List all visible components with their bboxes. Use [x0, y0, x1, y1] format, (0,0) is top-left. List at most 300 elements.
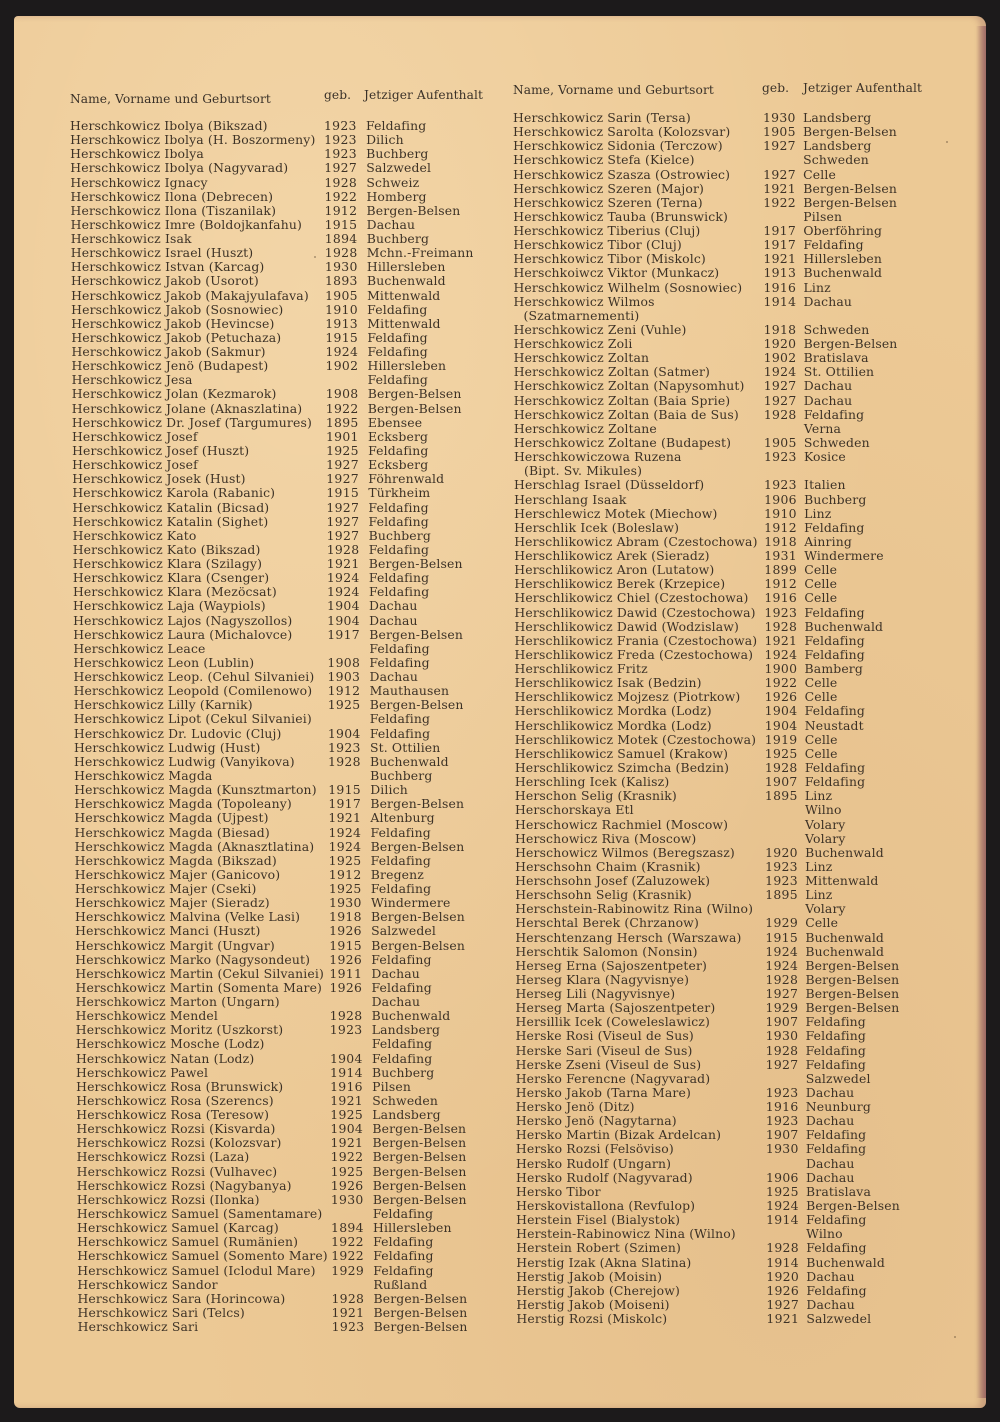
birth-year: 1913: [325, 315, 358, 331]
current-residence: Bergen-Belsen: [373, 1319, 468, 1335]
person-name: Herschkowicz Mosche (Lodz): [75, 1036, 265, 1052]
birth-year: 1927: [765, 986, 799, 1002]
birth-year: 1917: [763, 223, 797, 239]
current-residence: Linz: [805, 858, 833, 874]
person-name: Herschkowicz Isak: [70, 231, 192, 247]
current-residence: Celle: [804, 675, 838, 691]
person-name: Herschkowicz Josef (Huszt): [72, 442, 250, 458]
current-residence: Volary: [805, 901, 846, 917]
current-residence: Landsberg: [803, 110, 872, 125]
birth-year: 1928: [763, 406, 797, 422]
person-name: Herschlik Icek (Boleslaw): [514, 519, 680, 535]
current-residence: Bergen-Belsen: [372, 1149, 467, 1165]
person-name: Hersko Jenö (Nagytarna): [515, 1113, 677, 1129]
birth-year: 1899: [764, 562, 797, 578]
current-residence: Feldafing: [368, 584, 430, 600]
person-name: Herschkowicz Martin (Somenta Mare): [75, 979, 323, 995]
birth-year: 1925: [764, 745, 798, 761]
birth-year: 1904: [329, 1050, 363, 1066]
person-name: Herschkowicz Rozsi (Ilonka): [76, 1191, 260, 1207]
document-page: [14, 16, 986, 1408]
birth-year: 1921: [764, 632, 798, 648]
person-name: Herschkowicz Jakob (Sosnowiec): [71, 301, 284, 317]
person-name: Herschtik Salomon (Nonsin): [515, 943, 698, 959]
birth-year: 1917: [327, 626, 360, 642]
current-residence: Schweden: [372, 1092, 438, 1108]
birth-year: 1907: [764, 774, 798, 790]
person-name: Hersko Jenö (Ditz): [515, 1099, 635, 1115]
current-residence: Bergen-Belsen: [803, 180, 898, 196]
birth-year: 1929: [765, 915, 798, 931]
birth-year: 1930: [328, 895, 362, 911]
person-name: Herschkowicz Zoltan (Baia de Sus): [513, 406, 739, 422]
current-residence: Schweden: [803, 152, 869, 168]
person-name: Herseg Marta (Sajoszentpeter): [515, 1000, 716, 1016]
current-residence: Feldafing: [367, 372, 428, 388]
person-name: Herskovistallona (Revfulop): [516, 1198, 696, 1213]
birth-year: 1921: [763, 180, 796, 196]
current-residence: Feldafing: [371, 1036, 433, 1052]
current-residence: Pilsen: [803, 208, 843, 224]
person-name: Herseg Lili (Nagyvisnye): [515, 986, 676, 1002]
person-name: Herschkowicz Ludwig (Vanyikova): [74, 753, 295, 769]
birth-year: 1922: [331, 1248, 364, 1264]
person-name: Herschorskaya Etl: [514, 802, 634, 818]
birth-year: 1927: [766, 1296, 800, 1312]
current-residence: Landsberg: [803, 138, 872, 154]
birth-year: 1923: [324, 132, 357, 148]
birth-year: 1927: [326, 471, 359, 487]
person-name: Herschlikowicz Fritz: [514, 661, 648, 677]
person-name: Herschtal Berek (Chrzanow): [515, 915, 699, 931]
birth-year: 1915: [765, 929, 799, 945]
current-residence: Feldafing: [373, 1248, 434, 1264]
person-name: Herschlikowicz Abram (Czestochowa): [514, 533, 758, 549]
current-residence: Buchenwald: [366, 273, 446, 289]
person-name: Herschkowicz Ilona (Debrecen): [70, 188, 274, 204]
person-name: Herschkowicz Sarolta (Kolozsvar): [513, 124, 731, 140]
person-name: Herschkowicz Ignacy: [70, 174, 208, 190]
person-name: Herschlikowicz Frania (Czestochowa): [514, 632, 758, 648]
current-residence: Bergen-Belsen: [368, 556, 463, 572]
current-residence: Dachau: [366, 216, 416, 232]
current-residence: Buchenwald: [803, 265, 883, 281]
person-name: Herstein Fisel (Bialystok): [516, 1212, 681, 1228]
person-name: Herschkowicz Malvina (Velke Lasi): [75, 909, 301, 925]
right-header-place: Jetziger Aufenthalt: [803, 81, 922, 95]
current-residence: Dachau: [806, 1296, 855, 1312]
current-residence: Celle: [804, 576, 838, 592]
current-residence: Feldafing: [367, 301, 428, 317]
current-residence: Dachau: [369, 669, 419, 685]
person-name: Herschkowicz Josef: [72, 457, 198, 473]
birth-year: 1895: [764, 788, 798, 804]
current-residence: Linz: [803, 279, 831, 295]
current-residence: St. Ottilien: [369, 739, 441, 755]
person-name: Herschkowicz Szasza (Ostrowiec): [513, 166, 731, 182]
birth-year: 1923: [324, 146, 357, 162]
person-name: Hersko Jakob (Tarna Mare): [515, 1084, 691, 1100]
birth-year: 1927: [326, 513, 360, 529]
current-residence: Feldafing: [371, 1050, 433, 1066]
birth-year: 1918: [329, 909, 362, 925]
birth-year: 1921: [328, 810, 362, 826]
person-name: Herschlikowicz Freda (Czestochowa): [514, 646, 754, 662]
person-name: Herschkowicz Magda (Biesad): [74, 824, 270, 840]
current-residence: Bergen-Belsen: [372, 1163, 467, 1179]
birth-year: 1910: [325, 301, 358, 317]
current-residence: Bergen-Belsen: [803, 194, 898, 210]
person-name: Herstig Jakob (Cherejow): [516, 1282, 680, 1298]
birth-year: 1927: [763, 392, 797, 408]
person-name: Herschkowicz Jesa: [71, 372, 193, 388]
current-residence: Feldafing: [369, 725, 431, 741]
current-residence: Ebensee: [367, 414, 423, 430]
birth-year: 1895: [325, 414, 359, 430]
current-residence: Feldafing: [806, 1240, 867, 1256]
birth-year: 1926: [329, 951, 363, 967]
person-name: Herschkowicz Katalin (Sighet): [72, 513, 269, 529]
person-name: Herschtenzang Hersch (Warszawa): [515, 929, 742, 945]
person-name: Herschkowicz Istvan (Karcag): [70, 259, 265, 275]
person-name: Herschkowicz Rozsi (Kisvarda): [76, 1121, 276, 1137]
birth-year: 1915: [328, 782, 361, 798]
current-residence: Bergen-Belsen: [369, 626, 464, 642]
birth-year: 1927: [763, 378, 797, 394]
current-residence: Feldafing: [804, 774, 866, 790]
current-residence: Bergen-Belsen: [805, 986, 900, 1002]
person-name: Herschkowicz Rosa (Szerencs): [76, 1092, 274, 1108]
birth-year: 1928: [764, 759, 798, 775]
current-residence: St. Ottilien: [803, 364, 875, 380]
person-name: Herschkowicz Samuel (Iclodul Mare): [77, 1262, 316, 1278]
person-name: Herschkowicz Szeren (Terna): [513, 194, 703, 210]
current-residence: Bergen-Belsen: [370, 796, 465, 812]
person-name: Herschkowicz Tiberius (Cluj): [513, 223, 701, 239]
left-header-name: Name, Vorname und Geburtsort: [70, 92, 271, 106]
person-name: Herschkowicz Moritz (Uszkorst): [75, 1022, 284, 1038]
person-name: Herschkowicz Zoltan (Satmer): [513, 364, 711, 380]
person-name: Herschkowicz Sara (Horincowa): [77, 1290, 286, 1306]
current-residence: Dachau: [803, 378, 853, 394]
person-name: Herschkowicz Stefa (Kielce): [513, 152, 695, 168]
current-residence: Neunburg: [805, 1099, 871, 1115]
person-name: Herschlewicz Motek (Miechow): [514, 505, 718, 521]
person-name: Herschkowicz Mendel: [75, 1008, 219, 1024]
current-residence: Bergen-Belsen: [806, 1198, 900, 1213]
birth-year: 1930: [324, 259, 358, 275]
birth-year: 1930: [765, 1028, 799, 1044]
person-name: Herschkowicz Jakob (Hevincse): [71, 315, 275, 331]
current-residence: Mchn.-Freimann: [366, 245, 474, 261]
birth-year: 1928: [331, 1290, 365, 1306]
birth-year: 1902: [763, 350, 797, 366]
current-residence: Feldafing: [366, 118, 427, 133]
person-name: Herschkowicz Leace: [73, 640, 206, 656]
birth-year: 1921: [330, 1135, 364, 1151]
current-residence: Feldafing: [368, 442, 429, 458]
person-name: Herschkowicz Klara (Csenger): [72, 570, 270, 586]
person-name: Herschkowicz Magda (Aknasztlatina): [74, 838, 315, 854]
birth-year: 1924: [325, 344, 359, 360]
person-name: Herschkowicz Rozsi (Laza): [76, 1149, 250, 1165]
birth-year: 1922: [324, 188, 358, 204]
current-residence: Bratislava: [803, 350, 869, 366]
current-residence: Rußland: [373, 1276, 428, 1292]
current-residence: Feldafing: [367, 344, 428, 360]
person-name: Herschkowicz Manci (Huszt): [75, 923, 261, 939]
page-edge: [976, 26, 986, 1398]
person-name: Herschkowicz Ludwig (Hust): [73, 739, 261, 755]
current-residence: Mittenwald: [367, 287, 441, 303]
person-name: Herschkowicz Jakob (Petuchaza): [71, 329, 282, 345]
birth-year: 1924: [764, 646, 798, 662]
person-name: Herschkowicz Zoltan: [513, 350, 650, 366]
current-residence: Bergen-Belsen: [367, 400, 462, 416]
person-name: Herschkowicz Sarin (Tersa): [513, 110, 691, 125]
birth-year: 1894: [324, 231, 358, 247]
birth-year: 1904: [327, 725, 361, 741]
person-name: Herschlikowicz Dawid (Czestochowa): [514, 604, 756, 620]
current-residence: Bergen-Belsen: [373, 1304, 468, 1320]
current-residence: Buchenwald: [805, 943, 885, 959]
birth-year: 1906: [764, 491, 797, 507]
current-residence: Dachau: [369, 598, 418, 614]
current-residence: Feldafing: [805, 1056, 867, 1072]
person-name: Herschlikowicz Mordka (Lodz): [514, 717, 712, 733]
current-residence: Dachau: [803, 293, 853, 309]
person-name: Herschsohn Selig (Krasnik): [515, 887, 692, 903]
person-name: Herschkowicz Samuel (Rumänien): [77, 1234, 299, 1250]
birth-year: 1930: [763, 110, 796, 125]
person-name: Herschkowicz Wilmos: [513, 293, 655, 309]
current-residence: Feldafing: [806, 1282, 867, 1298]
birth-year: 1922: [325, 400, 359, 416]
current-residence: Türkheim: [368, 485, 431, 501]
birth-year: 1928: [328, 753, 361, 769]
person-name: Herschlikowicz Dawid (Wodzislaw): [514, 618, 739, 634]
person-name: Herschsohn Chaim (Krasnik): [515, 858, 701, 874]
birth-year: 1924: [326, 570, 360, 586]
person-name: Herschkowicz Ibolya (Nagyvarad): [70, 160, 289, 176]
birth-year: 1924: [766, 1198, 799, 1213]
birth-year: 1916: [765, 1099, 799, 1115]
current-residence: Feldafing: [372, 1206, 434, 1221]
birth-year: 1915: [324, 216, 358, 232]
birth-year: 1916: [763, 279, 797, 295]
current-residence: Hillersleben: [366, 259, 446, 275]
person-name: Herschkowicz Lilly (Karnik): [73, 697, 253, 713]
birth-year: 1927: [324, 160, 357, 176]
current-residence: Bergen-Belsen: [373, 1290, 468, 1306]
birth-year: 1925: [328, 852, 362, 868]
current-residence: Buchenwald: [371, 1008, 451, 1024]
current-residence: Bergen-Belsen: [371, 937, 466, 953]
current-residence: Feldafing: [805, 1042, 866, 1058]
birth-year: 1929: [331, 1262, 365, 1278]
current-residence: Bergen-Belsen: [366, 202, 461, 218]
birth-year: 1924: [326, 584, 360, 600]
birth-year: 1925: [328, 881, 362, 897]
birth-year: 1925: [326, 442, 359, 458]
current-residence: Buchberg: [366, 231, 430, 247]
person-name: Herschkowicz Ibolya (H. Boszormeny): [70, 132, 316, 148]
birth-year: 1921: [326, 556, 360, 572]
current-residence: Feldafing: [805, 1141, 867, 1157]
birth-year: 1930: [765, 1141, 799, 1157]
person-name: Herschkowicz Sari: [77, 1319, 199, 1335]
birth-year: 1912: [324, 202, 358, 218]
person-name: Herschkowiczowa Ruzena: [513, 449, 682, 465]
current-residence: Feldafing: [371, 979, 432, 995]
birth-year: 1921: [330, 1092, 363, 1108]
current-residence: Dachau: [806, 1169, 855, 1185]
current-residence: Bergen-Belsen: [367, 386, 462, 402]
birth-year: 1926: [330, 1177, 364, 1193]
person-name: Herschkowicz Zoltan (Napysomhut): [513, 378, 745, 394]
person-name: Hersko Tibor: [516, 1183, 601, 1199]
birth-year: 1904: [764, 703, 798, 719]
person-name: Herschon Selig (Krasnik): [514, 788, 677, 804]
birth-year: 1928: [324, 174, 358, 190]
paper-fleck: [954, 1336, 956, 1338]
person-name: Herschlikowicz Motek (Czestochowa): [514, 731, 757, 747]
person-name: Herschkowicz Rosa (Teresow): [76, 1107, 270, 1123]
current-residence: Feldafing: [370, 824, 431, 840]
current-residence: Ecksberg: [367, 428, 429, 444]
birth-year: 1928: [324, 245, 358, 261]
person-name: Herschkowicz Szeren (Major): [513, 180, 705, 196]
birth-year: 1923: [329, 1022, 363, 1038]
person-name: Herske Zseni (Viseul de Sus): [515, 1056, 702, 1072]
birth-year: 1912: [764, 519, 797, 535]
current-residence: Landsberg: [372, 1107, 441, 1123]
birth-year: 1910: [764, 505, 797, 521]
birth-year: 1920: [766, 1268, 799, 1284]
person-name: Herschkowicz Imre (Boldojkanfahu): [70, 216, 302, 232]
person-name: Herschkowicz Katalin (Bicsad): [72, 499, 270, 515]
person-name: Herschlikowicz Samuel (Krakow): [514, 745, 729, 761]
current-residence: Feldafing: [805, 1127, 867, 1143]
person-name: Herseg Erna (Sajoszentpeter): [515, 957, 708, 973]
birth-year: 1928: [764, 618, 798, 634]
birth-year: 1912: [327, 683, 361, 699]
person-name: Herschkowicz Lipot (Cekul Silvaniei): [73, 711, 312, 727]
birth-year: 1914: [766, 1254, 799, 1270]
right-header-year: geb.: [762, 81, 790, 95]
current-residence: Homberg: [366, 188, 427, 204]
person-name: Herschlikowicz Mordka (Lodz): [514, 703, 712, 719]
birth-year: 1923: [765, 858, 798, 874]
current-residence: Feldafing: [370, 852, 432, 868]
person-name: Hersko Martin (Bizak Ardelcan): [515, 1127, 722, 1143]
person-name: Herschkowicz Pawel: [76, 1064, 209, 1080]
birth-year: 1925: [327, 697, 361, 713]
person-name: Herschkowicz Margit (Ungvar): [75, 937, 275, 953]
current-residence: Dilich: [370, 782, 408, 798]
person-name: Herschkowicz Jakob (Sakmur): [71, 344, 266, 360]
person-name: Herschkowicz Jenö (Budapest): [71, 358, 269, 374]
current-residence: Bergen-Belsen: [372, 1177, 467, 1193]
current-residence: Buchberg: [368, 527, 431, 543]
current-residence: Schweiz: [366, 174, 420, 190]
current-residence: Dachau: [805, 1155, 855, 1171]
current-residence: Bergen-Belsen: [805, 957, 900, 973]
person-name: Herschlang Isaak: [514, 491, 627, 507]
birth-year: 1904: [327, 612, 360, 628]
birth-year: 1922: [764, 675, 798, 691]
person-name: Herschkowicz Majer (Sieradz): [74, 895, 270, 911]
birth-year: 1920: [763, 336, 797, 352]
person-name: Herschkowicz Josef: [71, 428, 198, 444]
person-name: Herschkowicz Zoltane (Budapest): [513, 434, 732, 450]
birth-year: 1926: [329, 979, 363, 995]
current-residence: Celle: [805, 915, 839, 931]
birth-year: 1924: [763, 364, 797, 380]
current-residence: Linz: [805, 887, 833, 903]
person-name: Herstig Jakob (Moiseni): [516, 1296, 670, 1312]
birth-year: 1922: [330, 1149, 364, 1165]
person-name: Hersko Rudolf (Ungarn): [515, 1155, 672, 1171]
birth-year: 1916: [764, 590, 798, 606]
birth-year: 1923: [765, 1113, 799, 1129]
birth-year: 1916: [330, 1078, 363, 1094]
current-residence: Italien: [804, 477, 846, 493]
birth-year: 1907: [765, 1014, 799, 1030]
birth-year: 1908: [327, 654, 361, 670]
current-residence: Schweden: [803, 434, 870, 450]
person-name: Herschkowicz Klara (Szilagy): [72, 556, 263, 572]
person-name: Herschkowicz Sidonia (Terczow): [513, 138, 723, 154]
person-name: Herschkowicz Dr. Josef (Targumures): [71, 414, 312, 430]
current-residence: Feldafing: [804, 646, 865, 662]
person-name: Herschkowicz Sari (Telcs): [77, 1304, 245, 1320]
current-residence: Celle: [804, 562, 838, 578]
person-name: Herschkowicz Magda (Topoleany): [74, 796, 292, 812]
birth-year: 1923: [763, 449, 797, 465]
person-name: Herske Rosi (Viseul de Sus): [515, 1028, 694, 1044]
current-residence: Salzwedel: [806, 1311, 872, 1327]
birth-year: 1926: [329, 923, 362, 939]
current-residence: Celle: [804, 590, 838, 606]
person-name: (Bipt. Sv. Mikules): [524, 463, 643, 479]
person-name: Herschkowicz Jolane (Aknaszlatina): [71, 400, 303, 416]
current-residence: Feldafing: [368, 499, 429, 515]
birth-year: 1927: [763, 166, 796, 182]
person-name: Herschkowicz Josek (Hust): [72, 471, 246, 487]
current-residence: Celle: [803, 166, 836, 182]
birth-year: 1924: [765, 943, 799, 959]
current-residence: Buchberg: [804, 491, 867, 507]
current-residence: Feldafing: [371, 951, 432, 967]
current-residence: Volary: [805, 830, 846, 846]
current-residence: Feldafing: [804, 519, 865, 535]
birth-year: 1928: [765, 971, 799, 987]
person-name: Herschkoiwcz Viktor (Munkacz): [513, 265, 720, 281]
current-residence: Linz: [804, 505, 832, 521]
person-name: Herschlikowicz Aron (Lutatow): [514, 562, 715, 578]
person-name: Herschkowicz Zoltane: [513, 420, 657, 436]
birth-year: 1918: [764, 533, 797, 549]
current-residence: Salzwedel: [371, 923, 437, 939]
birth-year: 1913: [763, 265, 797, 281]
current-residence: Feldafing: [806, 1212, 867, 1228]
birth-year: 1912: [764, 576, 798, 592]
person-name: Hersko Rozsi (Felsöviso): [515, 1141, 674, 1157]
current-residence: Altenburg: [370, 810, 435, 826]
person-name: Herschkowicz Jakob (Usorot): [70, 273, 259, 289]
current-residence: Bergen-Belsen: [372, 1191, 467, 1207]
